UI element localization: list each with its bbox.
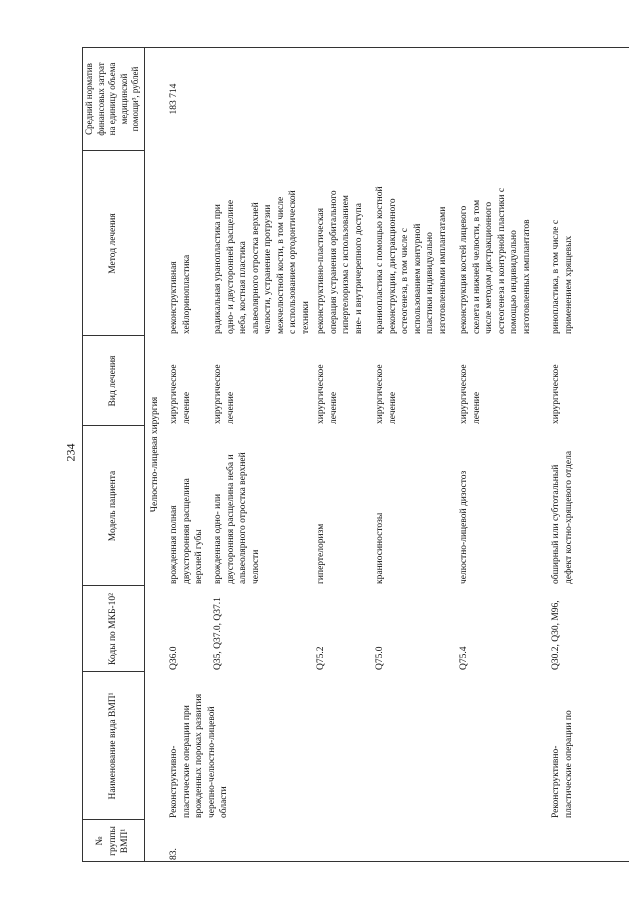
header-divider [144, 47, 145, 862]
col-border [82, 671, 144, 672]
mkb-codes: Q30.2, Q30, M96, [551, 600, 561, 670]
header-vmp-name: Наименование вида ВМП¹ [107, 692, 118, 800]
header-mkb-codes: Коды по МКБ-10² [107, 593, 118, 665]
treatment-type: хирургическое лечение [316, 364, 339, 424]
table-top-border [82, 47, 83, 862]
treatment-method: радикальная уранопластика при одно- и двусторонней расщелине неба, костная пластика альвеолярного отростка верхней челюсти, устранение протрузии межчелюстной кости, в том числе с использованием ортодонтической техники [213, 190, 311, 334]
vmp-name: Реконструктивно- пластические операции по [551, 710, 574, 818]
mkb-codes: Q75.2 [316, 646, 326, 670]
col-border [82, 819, 144, 820]
section-title: Челюстно-лицевая хирургия [150, 396, 160, 513]
cost-value: 183 714 [169, 83, 179, 115]
header-patient-model: Модель пациента [107, 470, 118, 542]
header-group-no: № группы ВМП¹ [95, 826, 131, 856]
header-treatment-method: Метод лечения [107, 213, 118, 274]
treatment-method: ринопластика, в том числе с применением хрящевых [551, 219, 574, 334]
treatment-method: реконструктивная хейлоринопластика [169, 254, 192, 334]
treatment-table [82, 47, 629, 862]
col-border [82, 861, 629, 862]
col-border [82, 150, 144, 151]
patient-model: челюстно-лицевой дизостоз [459, 470, 469, 584]
patient-model: гипертелоризм [316, 523, 326, 584]
page-number: 234 [63, 443, 78, 462]
group-number: 83. [169, 848, 179, 860]
header-cost: Средний норматив финансовых затрат на единицу объема медицинской помощи³, рублей [84, 62, 141, 136]
treatment-type: хирургическое лечение [169, 364, 192, 424]
rotated-page [82, 47, 629, 862]
patient-model: краниосиностозы [375, 512, 385, 584]
header-treatment-type: Вид лечения [107, 355, 118, 407]
mkb-codes: Q75.4 [459, 646, 469, 670]
col-border [82, 585, 144, 586]
treatment-method: краниопластика с помощью костной реконструкции, дистракционного остеогенеза, в том числе с использованием контурной пластики индивидуально изготовленными имплантатами [375, 186, 448, 334]
treatment-type: хирургическое лечение [375, 364, 398, 424]
mkb-codes: Q75.0 [375, 646, 385, 670]
treatment-type: хирургическое [551, 364, 561, 424]
patient-model: обширный или субтотальный дефект костно-хрящевого отдела [551, 450, 574, 584]
col-border [82, 335, 144, 336]
treatment-type: хирургическое лечение [213, 364, 236, 424]
treatment-type: хирургическое лечение [459, 364, 482, 424]
mkb-codes: Q35, Q37.0, Q37.1 [213, 597, 223, 670]
patient-model: врожденная одно- или двусторонняя расщелина неба и альвеолярного отростка верхней челюсти [213, 452, 261, 584]
col-border [82, 425, 144, 426]
col-border [82, 47, 629, 48]
treatment-method: реконструктивно-пластическая операция устранения орбитального гипертелоризма с использованием вне- и внутричерепного доступа [316, 190, 364, 334]
treatment-method: реконструкция костей лицевого скелета и нижней челюсти, в том числе методом дистракционного остеогенеза и контурной пластики с помощью индивидуально изготовленных имплантатов [459, 187, 532, 334]
vmp-name: Реконструктивно- пластические операции при врожденных пороках развития черепно-челюстно-лицевой области [169, 693, 229, 818]
mkb-codes: Q36.0 [169, 646, 179, 670]
patient-model: врожденная полная двухсторонняя расщелина верхней губы [169, 478, 204, 584]
